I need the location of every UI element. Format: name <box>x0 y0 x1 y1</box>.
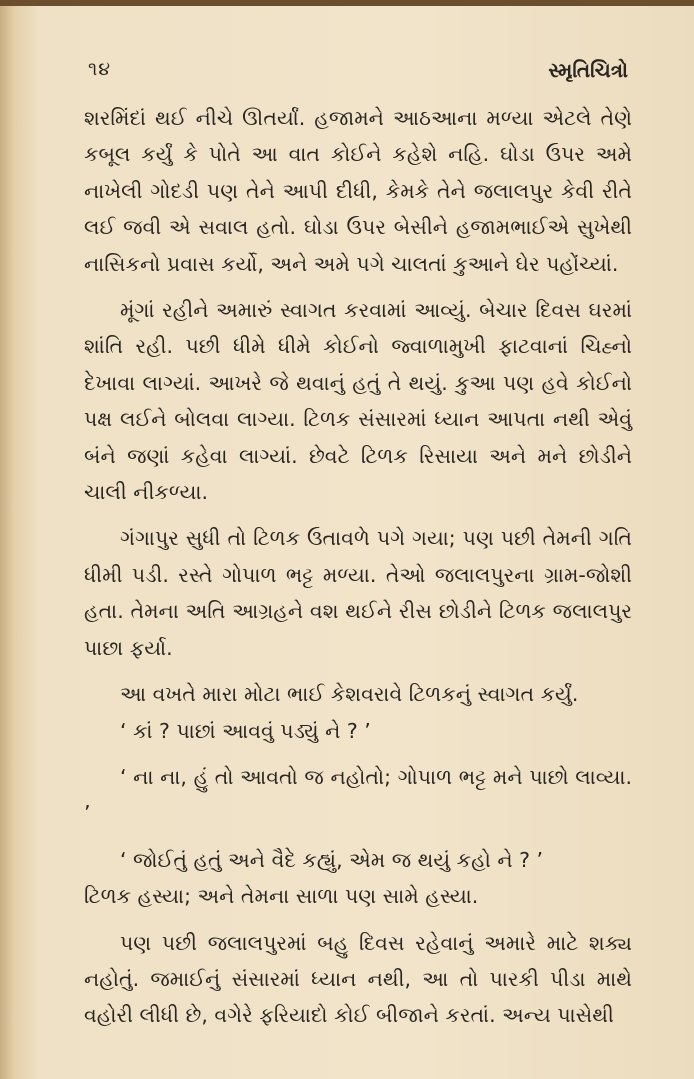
page-number: ૧૪ <box>88 58 112 80</box>
dialogue-line: ‘ જોઈતું હતું અને વૈદે કહ્યું, એમ જ થયું કહો ને ? ’ <box>120 847 544 872</box>
paragraph: મૂંગાં રહીને અમારું સ્વાગત કરવામાં આવ્યું. બેચાર દિવસ ઘરમાં શાંતિ રહી. પછી ધીમે ધીમે કોઈનો જ્વાળામુખી ફાટવાનાં ચિહ્નો દેખાવા લાગ્યાં. આખરે જે થવાનું હતું તે થયું. કુઆ પણ હવે કોઈનો પક્ષ લઈને બોલવા લાગ્યા. ટિળક સંસારમાં ધ્યાન આપતા નથી એવું બંને જણાં કહેવા લાગ્યાં. છેવટે ટિળક રિસાયા અને મને છોડીને ચાલી નીકળ્યા. <box>84 298 632 505</box>
paragraph: શરમિંદાં થઈ નીચે ઊતર્યાં. હજામને આઠઆના મળ્યા એટલે તેણે કબૂલ કર્યું કે પોતે આ વાત કોઈને કહેશે નહિ. ઘોડા ઉપર અમે નાખેલી ગોદડી પણ તેને આપી દીધી, કેમકે તેને જલાલપુર કેવી રીતે લઈ જવી એ સવાલ હતો. ઘોડા ઉપર બેસીને હજામભાઈએ સુખેથી નાસિકનો પ્રવાસ કર્યો, અને અમે પગે ચાલતાં કુઆને ઘેર પહોંચ્યાં. <box>84 106 632 276</box>
page-header <box>88 58 628 88</box>
page-top-edge <box>0 0 694 6</box>
body-text <box>84 100 632 1034</box>
paragraph: ગંગાપુર સુધી તો ટિળક ઉતાવળે પગે ગયા; પણ પછી તેમની ગતિ ધીમી પડી. રસ્તે ગોપાળ ભટ્ટ મળ્યા. તેઓ જલાલપુરના ગ્રામ-જોશી હતા. તેમના અતિ આગ્રહને વશ થઈને રીસ છોડીને ટિળક જલાલપુર પાછા ફર્યા. <box>84 526 632 660</box>
dialogue-line: ‘ કાં ? પાછાં આવવું પડ્યું ને ? ’ <box>120 718 371 743</box>
dialogue-line: ‘ ના ના, હું તો આવતો જ નહોતો; ગોપાળ ભટ્ટ મને પાછો લાવ્યા. ’ <box>84 764 632 826</box>
running-title: સ્મૃતિચિત્રો <box>548 58 628 82</box>
paragraph: પણ પછી જલાલપુરમાં બહુ દિવસ રહેવાનું અમારે માટે શક્ય નહોતું. જમાઈનું સંસારમાં ધ્યાન નથી, આ તો પારકી પીડા માથે વહોરી લીધી છે, વગેરે ફરિયાદો કોઈ બીજાને કરતાં. અન્ય પાસેથી <box>84 930 632 1028</box>
paragraph: આ વખતે મારા મોટા ભાઈ કેશવરાવે ટિળકનું સ્વાગત કર્યું. <box>120 682 579 707</box>
paragraph: ટિળક હસ્યા; અને તેમના સાળા પણ સામે હસ્યા. <box>84 884 479 909</box>
